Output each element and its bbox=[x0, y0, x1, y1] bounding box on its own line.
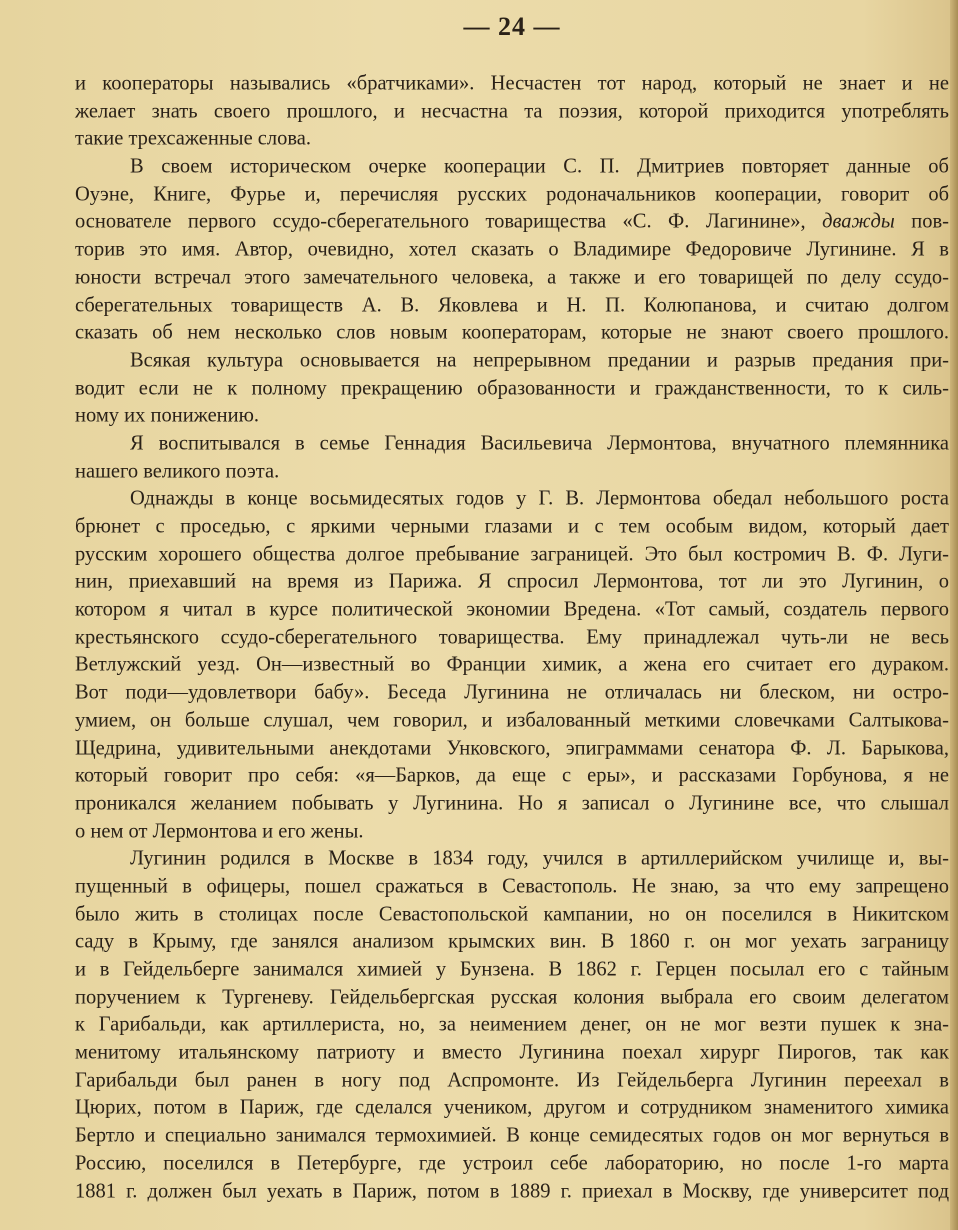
text-line: поручением к Тургеневу. Гейдельбергская русская колония выбрала его своим делегатом bbox=[75, 985, 949, 1009]
italic-text: дважды bbox=[822, 209, 895, 233]
text-line: такие трехсаженные слова. bbox=[75, 126, 312, 150]
text-line: сказать об нем несколько слов новым кооператорам, которые не знают своего прошлого. bbox=[75, 320, 949, 344]
text-line bbox=[75, 208, 949, 237]
text-line: желает знать своего прошлого, и несчастна та поэзия, которой приходится употреблять bbox=[75, 99, 949, 123]
text-line: и в Гейдельберге занимался химией у Бунзена. В 1862 г. Герцен посылал его с тайным bbox=[75, 957, 949, 981]
text-line: Лугинин родился в Москве в 1834 году, учился в артиллерийском училище и, вы- bbox=[130, 846, 949, 870]
text-line: Всякая культура основывается на непрерывном предании и разрыв предания при- bbox=[130, 348, 949, 372]
text-line: юности встречал этого замечательного человека, а также и его товарищей по делу ссудо- bbox=[75, 265, 949, 289]
text-line: который говорит про себя: «я—Барков, да еще с еры», и рассказами Горбунова, я не bbox=[75, 763, 949, 787]
text-line: нашего великого поэта. bbox=[75, 459, 280, 483]
text-line: проникался желанием побывать у Лугинина. Но я записал о Лугинине все, что слышал bbox=[75, 791, 949, 815]
paragraph bbox=[75, 430, 949, 485]
text-line: брюнет с проседью, с яркими черными глазами и с тем особым видом, который дает bbox=[75, 514, 949, 538]
text-line: Щедрина, удивительными анекдотами Унковского, эпиграммами сенатора Ф. Л. Барыкова, bbox=[75, 735, 949, 760]
paragraph bbox=[75, 153, 949, 347]
page-number: — 24 — bbox=[463, 12, 561, 41]
text-line: Цюрих, потом в Париж, где сделался учеником, другом и сотрудником знаменитого химика bbox=[75, 1095, 949, 1119]
paragraph bbox=[75, 347, 949, 430]
text-line: саду в Крыму, где занялся анализом крымских вин. В 1860 г. он мог уехать заграницу bbox=[75, 929, 949, 953]
text-line: русским хорошего общества долгое пребывание заграницей. Это был костромич В. Ф. Луги- bbox=[75, 542, 949, 566]
text-line: Оуэне, Книге, Фурье и, перечисляя русских родоначальников кооперации, говорит об bbox=[75, 182, 949, 206]
text-line: Гарибальди был ранен в ногу под Аспромонте. Из Гейдельберга Лугинин переехал в bbox=[75, 1068, 949, 1092]
text-line: 1881 г. должен был уехать в Париж, потом в 1889 г. приехал в Москву, где университет под bbox=[75, 1178, 949, 1203]
text-line: пущенный в офицеры, пошел сражаться в Севастополь. Не знаю, за что ему запрещено bbox=[75, 874, 949, 898]
text-line: В своем историческом очерке кооперации С. П. Дмитриев повторяет данные об bbox=[130, 154, 949, 178]
paragraph bbox=[75, 70, 949, 153]
text-line: Я воспитывался в семье Геннадия Васильевича Лермонтова, внучатного племянника bbox=[130, 431, 949, 455]
body-text bbox=[75, 70, 949, 1205]
text-line: и кооператоры назывались «братчиками». Несчастен тот народ, который не знает и не bbox=[75, 71, 949, 95]
text-line: ному их понижению. bbox=[75, 403, 260, 427]
paragraph bbox=[75, 845, 949, 1205]
text-segment: основателе первого ссудо-сберегательного товарищества «С. Ф. Лагинине», bbox=[75, 209, 823, 233]
text-line: к Гарибальди, как артиллериста, но, за неимением денег, он не мог везти пушек к зна- bbox=[75, 1012, 949, 1036]
text-line: торив это имя. Автор, очевидно, хотел сказать о Владимире Федоровиче Лугинине. Я в bbox=[75, 237, 949, 261]
text-line: крестьянского ссудо-сберегательного товарищества. Ему принадлежал чуть-ли не весь bbox=[75, 625, 949, 649]
text-line: Ветлужский уезд. Он—известный во Франции химик, а жена его считает его дураком. bbox=[75, 652, 949, 676]
text-segment: пов- bbox=[894, 209, 949, 233]
text-line: котором я читал в курсе политической экономии Вредена. «Тот самый, создатель первого bbox=[75, 597, 949, 621]
page-edge bbox=[950, 0, 958, 1230]
text-line: Россию, поселился в Петербурге, где устроил себе лабораторию, но после 1-го марта bbox=[75, 1151, 949, 1175]
text-line: Бертло и специально занимался термохимией. В конце семидесятых годов он мог вернуться в bbox=[75, 1123, 949, 1147]
text-line: Вот поди—удовлетвори бабу». Беседа Лугинина не отличалась ни блеском, ни остро- bbox=[75, 680, 949, 704]
text-line: умием, он больше слушал, чем говорил, и избалованный меткими словечками Салтыкова- bbox=[75, 708, 949, 732]
text-line: Однажды в конце восьмидесятых годов у Г. В. Лермонтова обедал небольшого роста bbox=[130, 486, 949, 510]
text-line: нин, приехавший на время из Парижа. Я спросил Лермонтова, тот ли это Лугинин, о bbox=[75, 569, 949, 593]
text-line: сберегательных товариществ А. В. Яковлева и Н. П. Колюпанова, и считаю долгом bbox=[75, 292, 949, 317]
text-line: водит если не к полному прекращению образованности и гражданственности, то к силь- bbox=[75, 375, 949, 400]
text-line: о нем от Лермонтова и его жены. bbox=[75, 818, 364, 843]
paragraph bbox=[75, 485, 949, 845]
text-line: было жить в столицах после Севастопольской кампании, но он поселился в Никитском bbox=[75, 902, 949, 926]
text-line: менитому итальянскому патриоту и вместо Лугинина поехал хирург Пирогов, так как bbox=[75, 1040, 949, 1064]
